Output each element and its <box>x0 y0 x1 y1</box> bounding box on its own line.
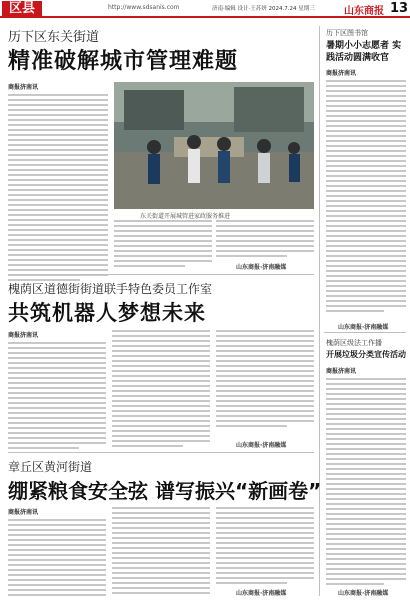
article3-correspondents: 山东商报·济南融媒 <box>236 590 287 597</box>
article3-headline: 绷紧粮食安全弦 谱写振兴“新画卷” <box>8 479 322 503</box>
paper-name: 山东商报 <box>344 6 384 17</box>
article2-bottom-rule <box>8 452 314 453</box>
masthead-bar <box>0 0 410 18</box>
sidebar-item1-body <box>326 68 406 320</box>
article1-body-col2 <box>114 220 212 268</box>
sidebar-item2-kicker: 槐荫区级法工作播 <box>326 339 382 347</box>
article1-correspondents: 山东商报·济南融媒 <box>236 264 287 271</box>
sidebar-item1-correspondents: 山东商报·济南融媒 <box>338 324 389 331</box>
article1-body-col3 <box>216 220 314 260</box>
page-number: 13 <box>390 1 409 16</box>
sidebar-item2-correspondents: 山东商报·济南融媒 <box>338 590 389 597</box>
article1-text-lines <box>8 94 108 281</box>
article2-body-col1 <box>8 330 106 450</box>
article1-byline: 商报济南讯 <box>8 84 39 91</box>
sidebar-item2-body <box>326 366 406 586</box>
article1-photo <box>114 82 314 209</box>
article2-correspondents: 山东商报·济南融媒 <box>236 442 287 449</box>
sidebar-item1-headline: 暑期小小志愿者 实践活动圆满收官 <box>326 41 402 63</box>
article3-body-col2 <box>112 507 210 597</box>
sidebar-divider <box>324 332 406 333</box>
article3-body-col3 <box>216 507 314 585</box>
website-url[interactable]: http://www.sdsanis.com <box>108 4 180 11</box>
street-scene-image <box>114 82 314 209</box>
article1-body-col1 <box>8 82 108 282</box>
article2-body-col3 <box>216 330 314 438</box>
article1-bottom-rule <box>8 274 314 275</box>
article3-kicker: 章丘区黄河街道 <box>8 460 93 474</box>
article1-headline: 精准破解城市管理难题 <box>8 49 239 74</box>
article1-photo-caption: 东关街道开展城管进家政服务推进 <box>140 213 231 220</box>
article3-body-col1 <box>8 507 106 597</box>
article2-kicker: 槐荫区道德街街道联手特色委员工作室 <box>8 282 213 296</box>
sidebar-item1-byline: 商报济南讯 <box>326 70 357 77</box>
page-meta: 济南·编辑 设计·王苏妍 2024.7.24 星期三 <box>212 6 315 12</box>
sidebar-item2-headline: 开展垃圾分类宣传活动 <box>326 350 406 359</box>
article3-byline: 商报济南讯 <box>8 509 39 516</box>
article2-byline: 商报济南讯 <box>8 332 39 339</box>
article2-body-col2 <box>112 330 210 450</box>
article2-headline: 共筑机器人梦想未来 <box>8 301 206 325</box>
sidebar-item1-kicker: 历下区图书馆 <box>326 29 368 37</box>
main-sidebar-divider <box>319 26 320 596</box>
sidebar-item2-byline: 商报济南讯 <box>326 368 357 375</box>
article1-kicker: 历下区东关街道 <box>8 30 100 45</box>
section-badge: 区县 <box>2 1 42 17</box>
